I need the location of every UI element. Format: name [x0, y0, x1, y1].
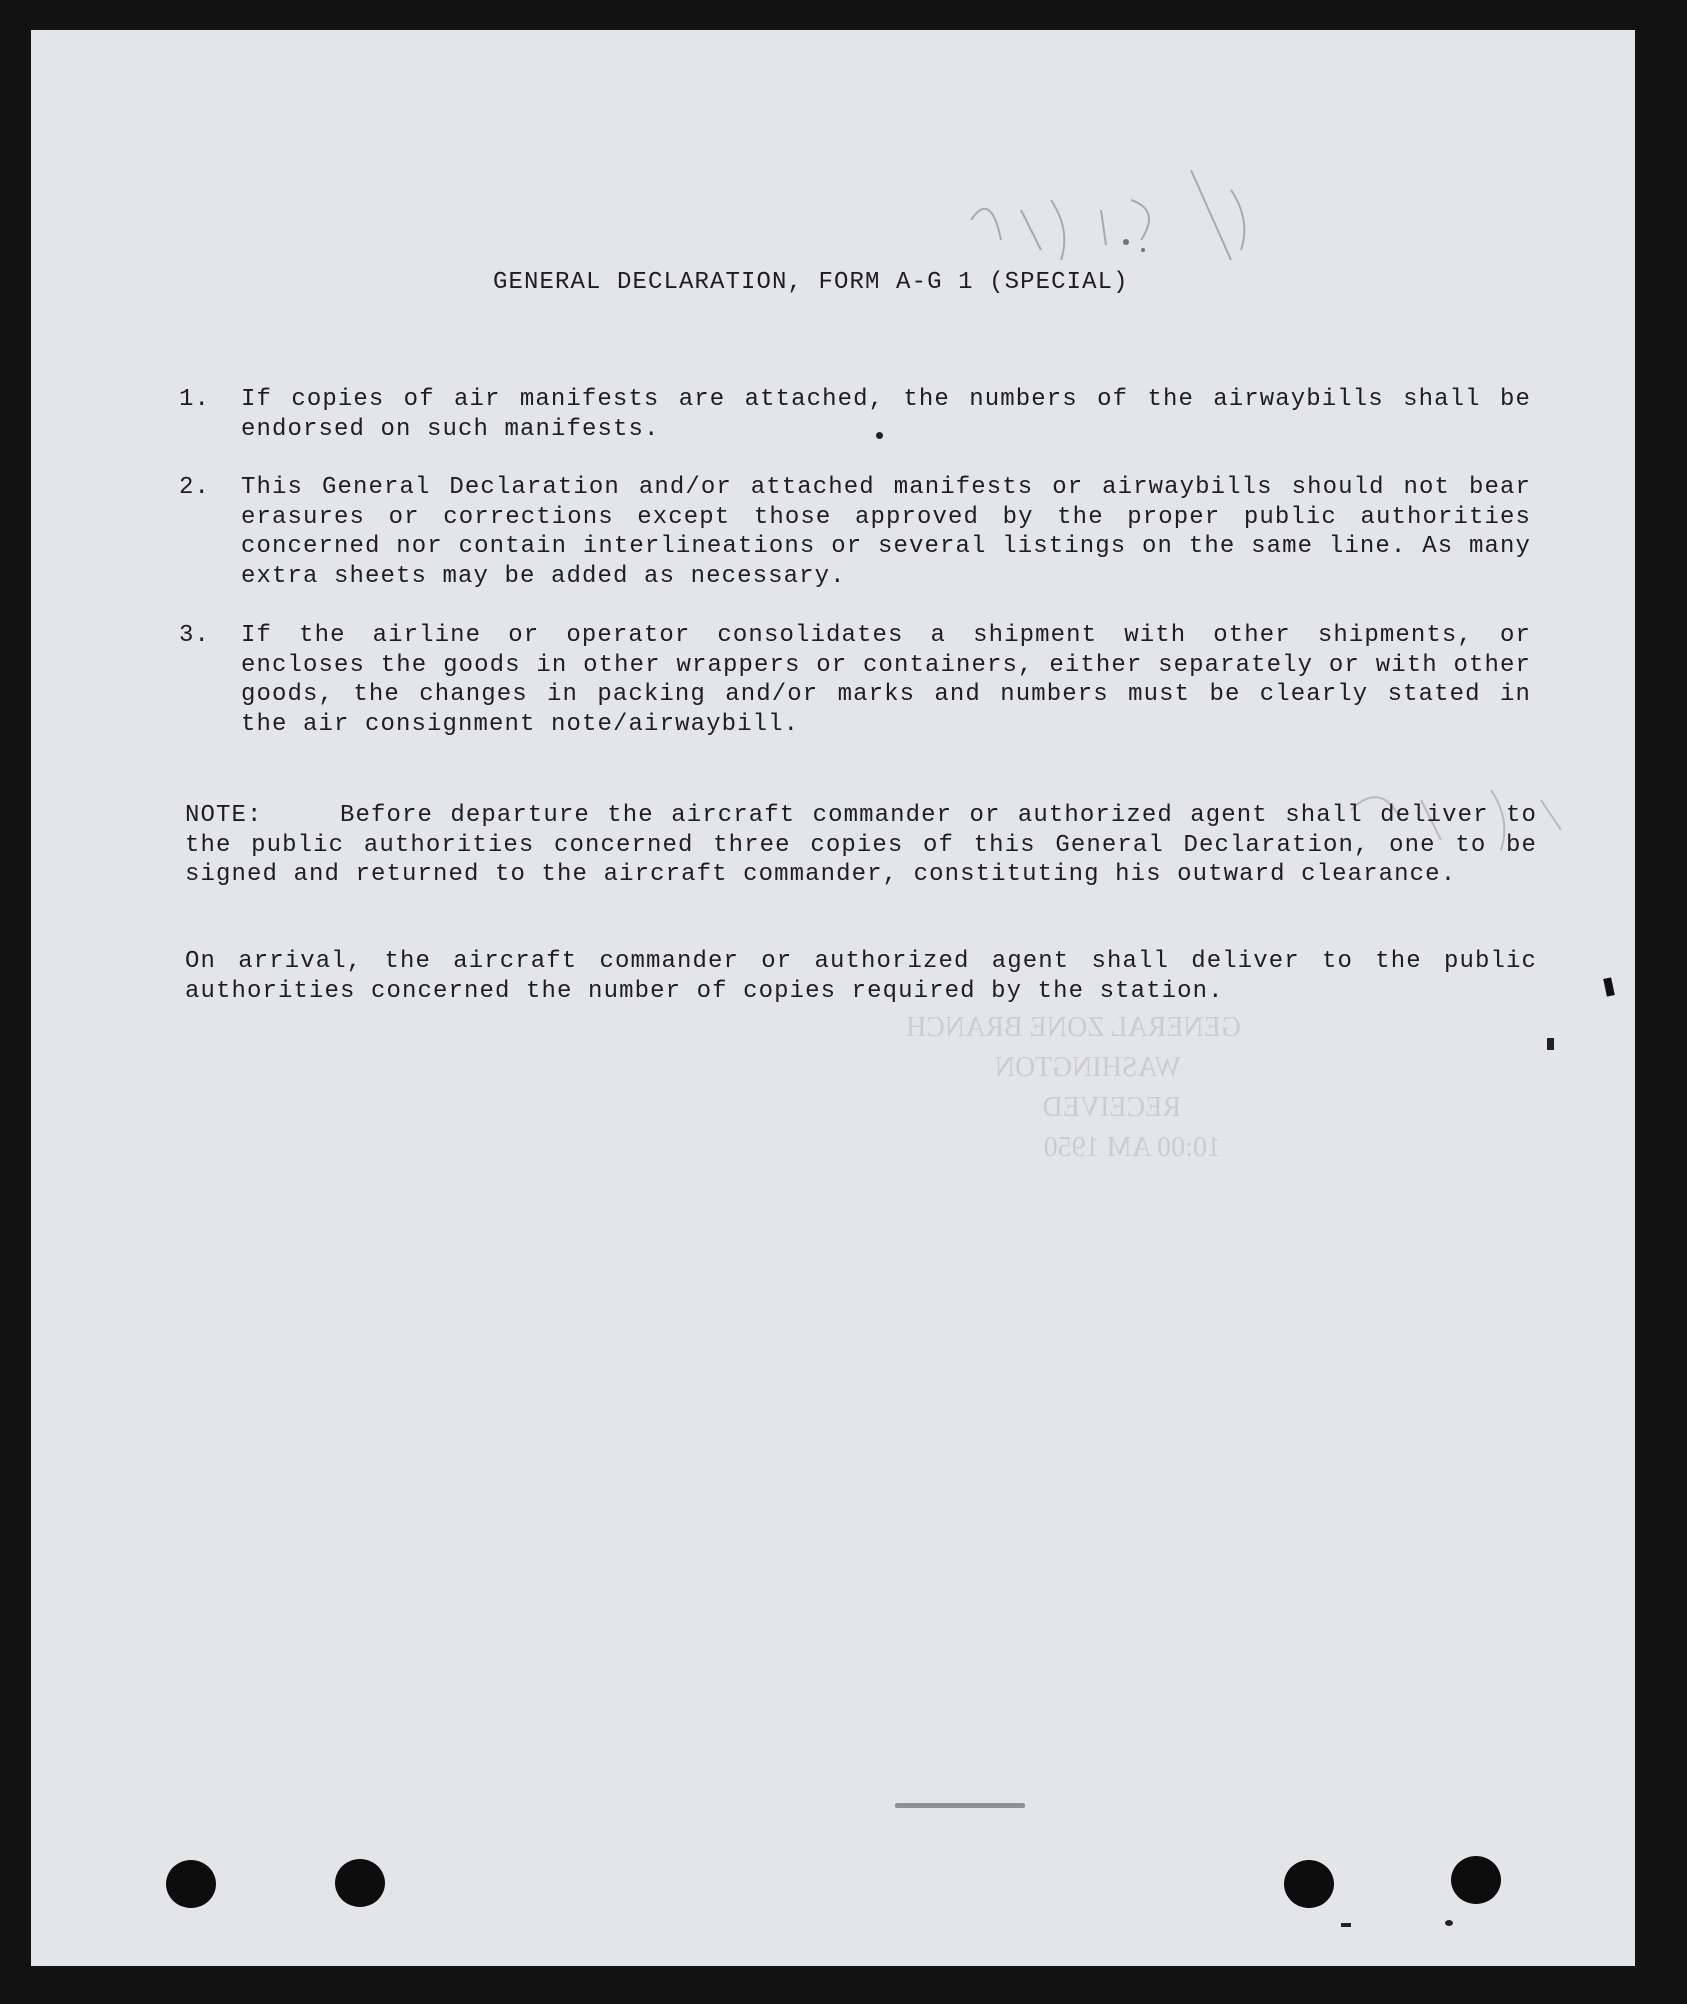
item-number: 3.: [179, 622, 211, 649]
item-number: 1.: [179, 386, 211, 413]
punch-hole: [1284, 1860, 1334, 1908]
arrival-paragraph: On arrival, the aircraft commander or authorized agent shall deliver to the public authorities concerned the number of copies required by the station.: [185, 948, 1537, 1005]
note-paragraph: [185, 801, 1537, 890]
ink-dot: [1341, 1923, 1351, 1927]
ink-dot: [1603, 977, 1615, 996]
punch-hole: [335, 1859, 385, 1907]
punch-hole: [166, 1860, 216, 1908]
ink-dot: [1547, 1038, 1554, 1050]
note-label: NOTE:: [185, 802, 263, 829]
ink-dot: [1445, 1920, 1453, 1926]
smudge-line: [895, 1803, 1025, 1808]
item-text: If the airline or operator consolidates a shipment with other shipments, or encloses the goods in other wrappers or containers, either separately or with other goods, the changes in packing and/or marks and numbers must be clearly stated in the air consignment note/airwaybill.: [241, 622, 1531, 738]
item-text: This General Declaration and/or attached manifests or airwaybills should not bear erasures or corrections except those approved by the proper public authorities concerned nor contain interlineations or several listings on the same line. As many extra sheets may be added as necessary.: [241, 474, 1531, 590]
document-title: GENERAL DECLARATION, FORM A-G 1 (SPECIAL): [493, 269, 1129, 296]
document-page: [31, 30, 1635, 1966]
list-item: [179, 473, 1531, 591]
bleed-through-stamp: GENERAL ZONE BRANCH WASHINGTON RECEIVED 10:00 AM 1950: [906, 1012, 1241, 1163]
item-text: If copies of air manifests are attached, the numbers of the airwaybills shall be endorsed on such manifests.: [241, 386, 1531, 443]
list-item: [179, 621, 1531, 739]
list-item: [179, 385, 1531, 444]
note-text: Before departure the aircraft commander or authorized agent shall deliver to the public authorities concerned three copies of this General Declaration, one to be signed and returned to the aircraft commander, constituting his outward clearance.: [185, 802, 1537, 888]
item-number: 2.: [179, 474, 211, 501]
punch-hole: [1451, 1856, 1501, 1904]
